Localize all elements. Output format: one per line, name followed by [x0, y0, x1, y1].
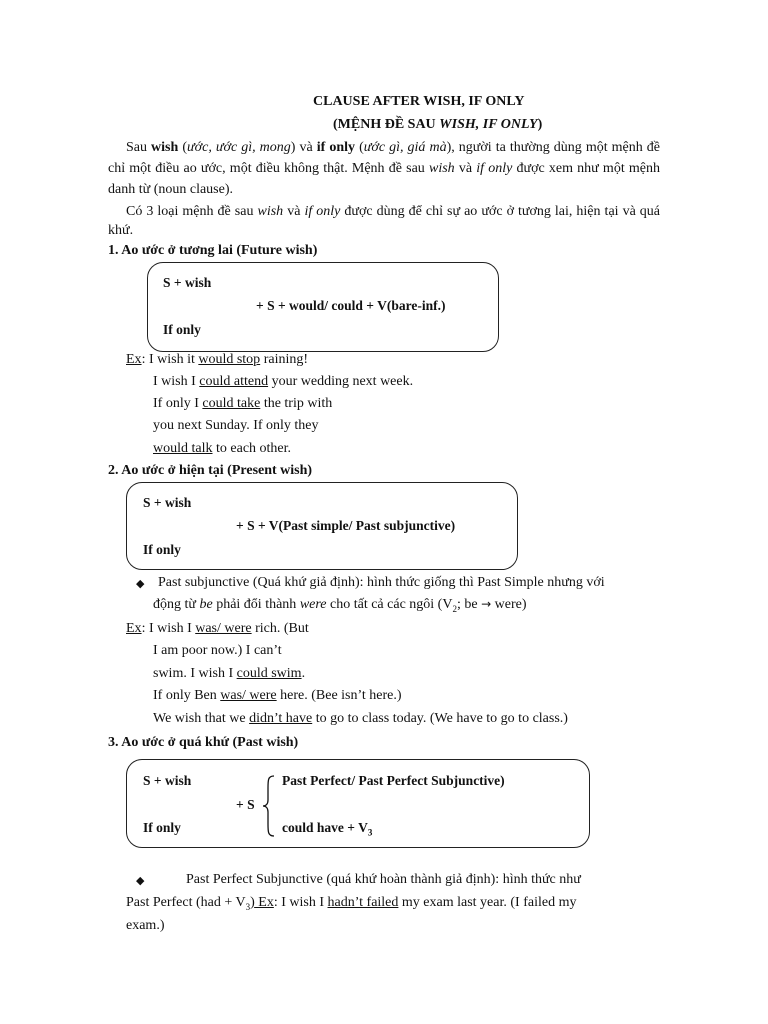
note-line: Past Perfect Subjunctive (quá khứ hoàn thành giả định): hình thức như — [186, 872, 581, 887]
text-run: If only I — [153, 396, 203, 411]
text-run: the trip with — [260, 396, 333, 411]
example-line — [126, 621, 309, 637]
text-run: ước, ước gì, mong — [187, 140, 291, 155]
ex-label: Ex — [254, 895, 274, 910]
text-run: here. (Bee isn’t here.) — [276, 688, 402, 703]
text-run: Past Perfect (had + V — [126, 895, 246, 910]
example-line — [153, 643, 282, 659]
text-run: swim. I wish I — [153, 666, 237, 681]
page-title: CLAUSE AFTER WISH, IF ONLY — [313, 94, 525, 109]
example-line — [153, 374, 413, 390]
underlined-phrase: could swim — [236, 666, 302, 681]
text-run: wish — [151, 140, 179, 155]
text-run: you next Sunday. If only they — [153, 418, 319, 433]
text-run: to go to class today. (We have to go to class.) — [312, 711, 568, 726]
example-line — [153, 711, 568, 727]
subscript: 3 — [367, 827, 373, 838]
formula-line-2: + S — [236, 797, 255, 812]
text-run: your wedding next week. — [268, 374, 414, 389]
text-run: ) và — [290, 140, 317, 155]
underlined-phrase: could attend — [199, 374, 269, 389]
text-run: được dùng để chỉ sự ao ước ở tương lai, hiện tại và quá khứ. — [108, 204, 661, 238]
text-run: wish — [257, 204, 284, 219]
text-run: were — [299, 597, 327, 612]
text-run: ; be — [456, 597, 482, 612]
note-line — [126, 895, 576, 912]
note-line: Past subjunctive (Quá khứ giả định): hình thức giống thì Past Simple nhưng với — [158, 575, 605, 590]
text-run: I wish I — [153, 374, 200, 389]
section-3-heading: 3. Ao ước ở quá khứ (Past wish) — [108, 735, 299, 750]
subtitle-suffix: ) — [537, 117, 543, 132]
text-run: rich. (But — [251, 621, 309, 636]
text-run: : I wish I — [141, 621, 196, 636]
underlined-phrase: didn’t have — [249, 711, 313, 726]
text-run: I am poor now.) I can’t — [153, 643, 282, 658]
formula-line-1: S + wish — [143, 495, 192, 510]
note-line: exam.) — [126, 918, 165, 933]
formula-line-2: + S + would/ could + V(bare-inf.) — [256, 298, 446, 313]
text-run: và — [454, 161, 477, 176]
ex-label: Ex — [126, 352, 142, 367]
text-run: could have + V — [282, 820, 368, 835]
curly-brace-icon — [262, 774, 276, 838]
example-line — [153, 441, 291, 457]
intro-paragraph-1 — [108, 137, 660, 200]
text-run: phải đổi thành — [212, 597, 300, 612]
text-run: raining! — [260, 352, 309, 367]
underlined-phrase: hadn’t failed — [327, 895, 399, 910]
text-run: Sau — [126, 140, 152, 155]
text-run: Có 3 loại mệnh đề sau — [126, 204, 258, 219]
text-run: We wish that we — [153, 711, 250, 726]
formula-option-1: Past Perfect/ Past Perfect Subjunctive) — [282, 773, 505, 788]
section-1-heading: 1. Ao ước ở tương lai (Future wish) — [108, 243, 318, 258]
example-line — [153, 688, 402, 704]
example-line — [153, 666, 305, 682]
intro-paragraph-2 — [108, 202, 660, 240]
subscript: 3 — [245, 901, 251, 912]
text-run: : I wish it — [141, 352, 199, 367]
section-2-heading: 2. Ao ước ở hiện tại (Present wish) — [108, 463, 313, 478]
subscript: 2 — [452, 603, 457, 614]
formula-option-2 — [282, 820, 372, 838]
text-run: wish — [428, 161, 455, 176]
text-run: my exam last year. (I failed my — [398, 895, 577, 910]
formula-line-1: S + wish — [163, 275, 212, 290]
diamond-bullet-icon: ◆ — [136, 578, 145, 590]
text-run: động từ — [153, 597, 200, 612]
text-run: và — [283, 204, 305, 219]
text-run: to each other. — [212, 441, 292, 456]
subtitle-prefix: (MỆNH ĐỀ SAU — [333, 117, 440, 132]
text-run: được xem như một mệnh danh từ (noun clause). — [108, 161, 660, 197]
underlined-phrase: was/ were — [195, 621, 252, 636]
formula-line-3: If only — [143, 820, 181, 835]
example-line — [153, 418, 319, 434]
text-run: if only — [304, 204, 341, 219]
text-run: were) — [491, 597, 527, 612]
underlined-phrase: could take — [202, 396, 261, 411]
example-line — [153, 396, 332, 412]
text-run: ước gì, giá mà — [363, 140, 447, 155]
text-run: If only Ben — [153, 688, 221, 703]
subtitle-italic: WISH, IF ONLY — [439, 117, 538, 132]
text-run: ( — [178, 140, 187, 155]
text-run: cho tất cả các ngôi (V — [326, 597, 453, 612]
example-line — [126, 352, 308, 368]
formula-line-1: S + wish — [143, 773, 192, 788]
text-run: if only — [316, 140, 356, 155]
formula-line-3: If only — [143, 542, 181, 557]
formula-line-3: If only — [163, 322, 201, 337]
text-run: ( — [355, 140, 364, 155]
underlined-phrase: was/ were — [220, 688, 277, 703]
underlined-phrase: would talk — [153, 441, 213, 456]
note-line — [153, 597, 527, 614]
diamond-bullet-icon: ◆ — [136, 875, 145, 887]
arrow-right-icon: → — [481, 597, 492, 611]
text-run: : I wish I — [273, 895, 328, 910]
ex-label: Ex — [126, 621, 142, 636]
text-run: ) — [250, 895, 255, 910]
text-run: ), người ta thường dùng một mệnh đề chỉ một điều ao ước, một điều không thật. Mệnh đề sau — [108, 140, 661, 176]
formula-line-2: + S + V(Past simple/ Past subjunctive) — [236, 518, 456, 533]
page-subtitle — [333, 117, 542, 133]
text-run: be — [199, 597, 213, 612]
text-run: if only — [476, 161, 513, 176]
text-run: . — [301, 666, 306, 681]
underlined-phrase: would stop — [198, 352, 261, 367]
